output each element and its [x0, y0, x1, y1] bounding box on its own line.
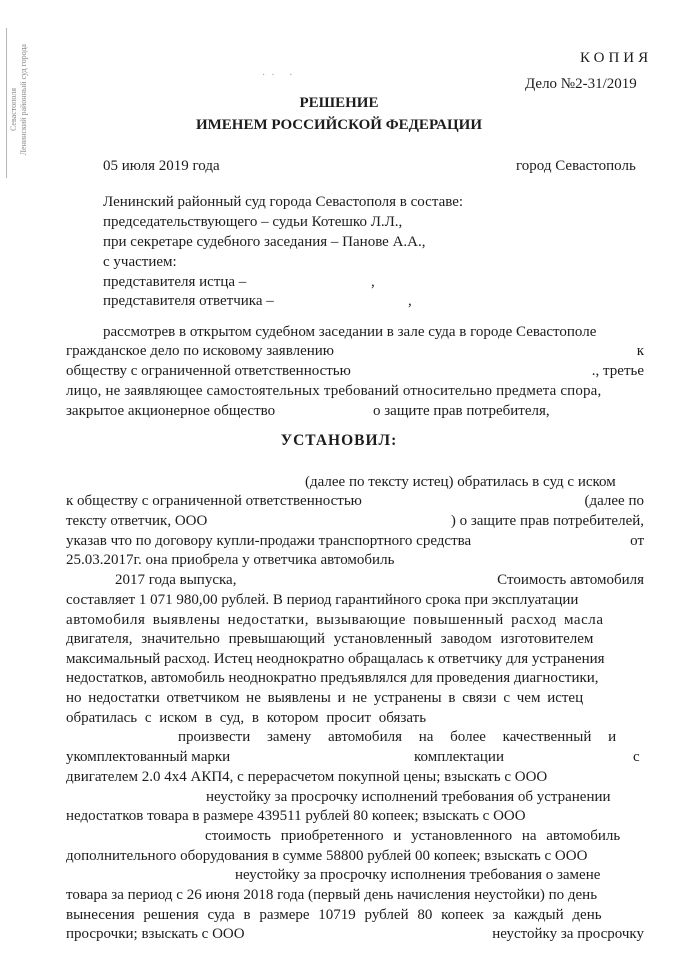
body-line: [66, 926, 644, 943]
court-line: представителя ответчика –: [103, 293, 274, 309]
court-line: с участием:: [103, 254, 177, 270]
body-line: недостатков товара в размере 439511 рублей 80 копеек; взыскать с ООО: [66, 808, 526, 824]
body-line: недостатков, автомобиль неоднократно предъявлялся для проведения диагностики,: [66, 670, 599, 686]
body-line: обратилась с иском в суд, в котором просит обязать: [66, 710, 427, 726]
comma: ,: [408, 293, 412, 309]
court-line: Ленинский районный суд города Севастополя в составе:: [103, 194, 464, 210]
body-line: стоимость приобретенного и установленного на автомобиль: [205, 828, 621, 844]
text-segment: тексту ответчик, ООО: [66, 513, 208, 529]
copy-label: КОПИЯ: [580, 50, 653, 66]
intro-line: [66, 363, 644, 380]
body-line: комплектации: [414, 749, 504, 765]
body-line: 25.03.2017г. она приобрела у ответчика автомобиль: [66, 552, 395, 568]
body-line: неустойку за просрочку исполнений требования об устранении: [206, 789, 611, 805]
intro-line: [103, 324, 644, 341]
comma: ,: [371, 274, 375, 290]
body-line: (далее по тексту истец) обратилась в суд с иском: [305, 474, 616, 490]
text-segment: ., третье: [591, 363, 644, 379]
intro-line: [66, 343, 644, 360]
body-line: [115, 572, 644, 589]
body-line: произвести замену автомобиля на более качественный и: [178, 729, 617, 745]
body-line: составляет 1 071 980,00 рублей. В период гарантийного срока при эксплуатации: [66, 592, 579, 608]
text-segment: ) о защите прав потребителей,: [450, 513, 644, 529]
court-line: представителя истца –: [103, 274, 247, 290]
body-line: [66, 493, 644, 510]
text-segment: Стоимость автомобиля: [497, 572, 644, 588]
stamp-line-1: Ленинский районный суд города: [19, 44, 28, 156]
body-line: неустойку за просрочку исполнения требования о замене: [235, 867, 601, 883]
decision-title: РЕШЕНИЕ: [299, 95, 379, 111]
court-line: председательствующего – судьи Котешко Л.Л.,: [103, 214, 403, 230]
text-segment: к обществу с ограниченной ответственностью: [66, 493, 362, 509]
text-segment: указав что по договору купли-продажи транспортного средства: [66, 533, 472, 549]
text-segment: 2017 года выпуска,: [115, 572, 237, 588]
body-line: двигателя, значительно превышающий установленный заводом изготовителем: [66, 631, 594, 647]
body-line: дополнительного оборудования в сумме 58800 рублей 00 копеек; взыскать с ООО: [66, 848, 588, 864]
text-segment: неустойку за просрочку: [492, 926, 644, 942]
text-segment: гражданское дело по исковому заявлению: [66, 343, 334, 359]
decision-date: 05 июля 2019 года: [103, 158, 220, 174]
court-line: при секретаре судебного заседания – Панове А.А.,: [103, 234, 426, 250]
body-line: с: [633, 749, 640, 765]
text-segment: к: [636, 343, 644, 359]
body-line: вынесения решения суда в размере 10719 рублей 80 копеек за каждый день: [66, 907, 602, 923]
scan-smudge: ·· ·: [262, 70, 299, 81]
body-line: [66, 533, 644, 550]
decision-city: город Севастополь: [516, 158, 636, 174]
text-segment: от: [630, 533, 644, 549]
decision-subtitle: ИМЕНЕМ РОССИЙСКОЙ ФЕДЕРАЦИИ: [195, 117, 483, 133]
intro-line: закрытое акционерное общество: [66, 403, 276, 419]
text-segment: обществу с ограниченной ответственностью: [66, 363, 351, 379]
body-line: товара за период с 26 июня 2018 года (первый день начисления неустойки) по день: [66, 887, 598, 903]
body-line: двигателем 2.0 4х4 АКП4, с перерасчетом покупной цены; взыскать с ООО: [66, 769, 548, 785]
text-segment: (далее по: [584, 493, 644, 509]
case-number: Дело №2-31/2019: [525, 76, 637, 92]
intro-line: лицо, не заявляющее самостоятельных требований относительно предмета спора,: [66, 383, 602, 399]
body-line: максимальный расход. Истец неоднократно обращалась к ответчику для устранения: [66, 651, 605, 667]
body-line: но недостатки ответчиком не выявлены и не устранены в связи с чем истец: [66, 690, 584, 706]
section-heading: УСТАНОВИЛ:: [280, 432, 398, 449]
body-line: укомплектованный марки: [66, 749, 231, 765]
stamp-line-2: Севастополя: [9, 88, 18, 131]
text-segment: просрочки; взыскать с ООО: [66, 926, 245, 942]
body-line: [66, 513, 644, 530]
text-segment: рассмотрев в открытом судебном заседании в зале суда в городе Севастополе: [103, 324, 597, 340]
body-line: автомобиля выявлены недостатки, вызывающие повышенный расход масла: [66, 612, 604, 628]
intro-line: о защите прав потребителя,: [373, 403, 550, 419]
